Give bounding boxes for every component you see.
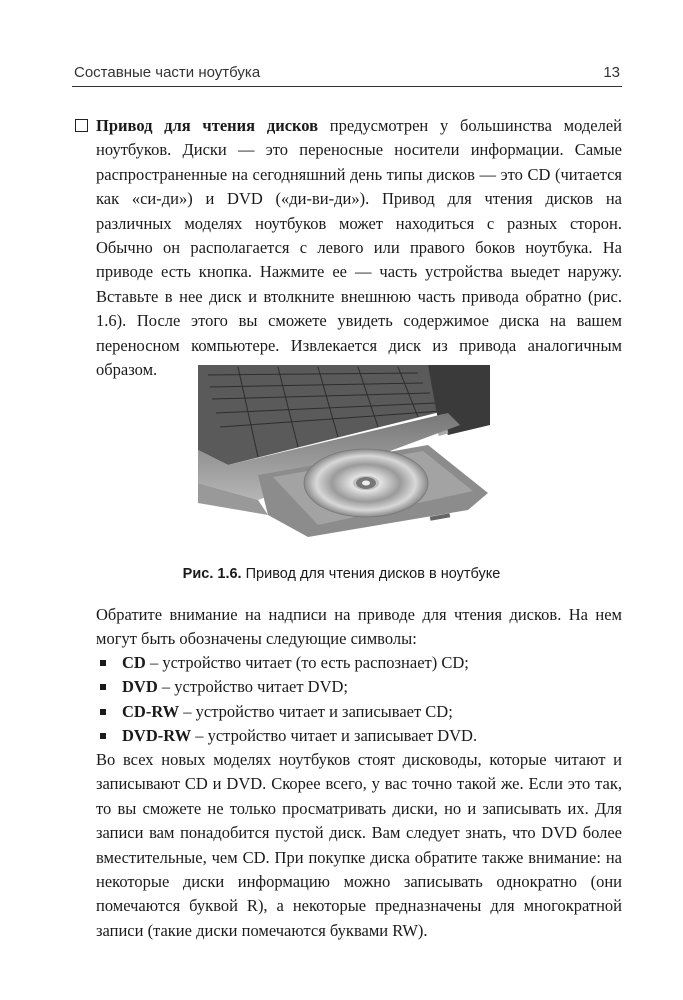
paragraph-symbols-intro: Обратите внимание на надписи на приводе для чтения дисков. На нем могут быть обозначены следующие символы: [96,605,622,649]
figure-label: Рис. 1.6. [182,566,242,582]
list-item-text: – устройство читает DVD; [157,677,349,697]
list-item [96,675,622,699]
intro-term: Привод для чтения дисков [96,116,319,135]
list-item-text: – устройство читает и записывает CD; [179,701,453,721]
list-item [96,724,622,748]
checkbox-bullet-icon [75,119,88,132]
list-item [96,700,622,724]
list-item [96,651,622,675]
paragraph-recording: Во всех новых моделях ноутбуков стоят дисководы, которые читают и записывают CD и DVD. Скорее всего, у вас точно такой же. Если это так, то вы сможете не только просматривать диски, но и записывать их. Для записи вам понадобится пустой диск. Вам следует знать, что DVD более вместительные, чем CD. При покупке диска обратите также внимание: на некоторые диски информацию можно записывать однократно (они помечаются буквой R), а некоторые предназначены для многократной записи (такие диски помечаются буквами RW). [96,750,622,940]
page-number: 13 [603,64,620,81]
list-item-term: CD-RW [122,701,180,721]
running-header [72,62,622,87]
square-bullet-icon [100,684,106,690]
symbols-list [96,651,622,749]
square-bullet-icon [100,733,106,739]
intro-paragraph [96,114,622,382]
square-bullet-icon [100,660,106,666]
list-item-term: DVD [122,677,158,697]
list-item-term: DVD-RW [122,726,192,746]
list-item-text: – устройство читает (то есть распознает) CD; [145,653,469,672]
intro-text: предусмотрен у большинства моделей ноутбуков. Диски — это переносные носители информации. Самые распространенные на сегодняшний день типы дисков — это CD (читается как «си-ди») и DVD («ди-ви-ди»). Привод для чтения дисков на различных моделях ноутбуков может находиться с разных сторон. Обычно он располагается с левого или правого боков ноутбука. На приводе есть кнопка. Нажмите ее — часть устройства выедет наружу. Вставьте в нее диск и втолкните внешнюю часть привода обратно (рис. 1.6). После этого вы сможете увидеть содержимое диска на вашем переносном компьютере. Извлекается диск из привода аналогичным образом. [96,116,622,380]
list-item-term: CD [122,653,146,672]
figure-caption-text: Привод для чтения дисков в ноутбуке [241,566,501,582]
square-bullet-icon [100,709,106,715]
list-item-text: – устройство читает и записывает DVD. [191,726,478,746]
laptop-disc-drive-photo [198,365,490,548]
chapter-title: Составные части ноутбука [74,64,261,81]
figure-caption [0,566,683,582]
